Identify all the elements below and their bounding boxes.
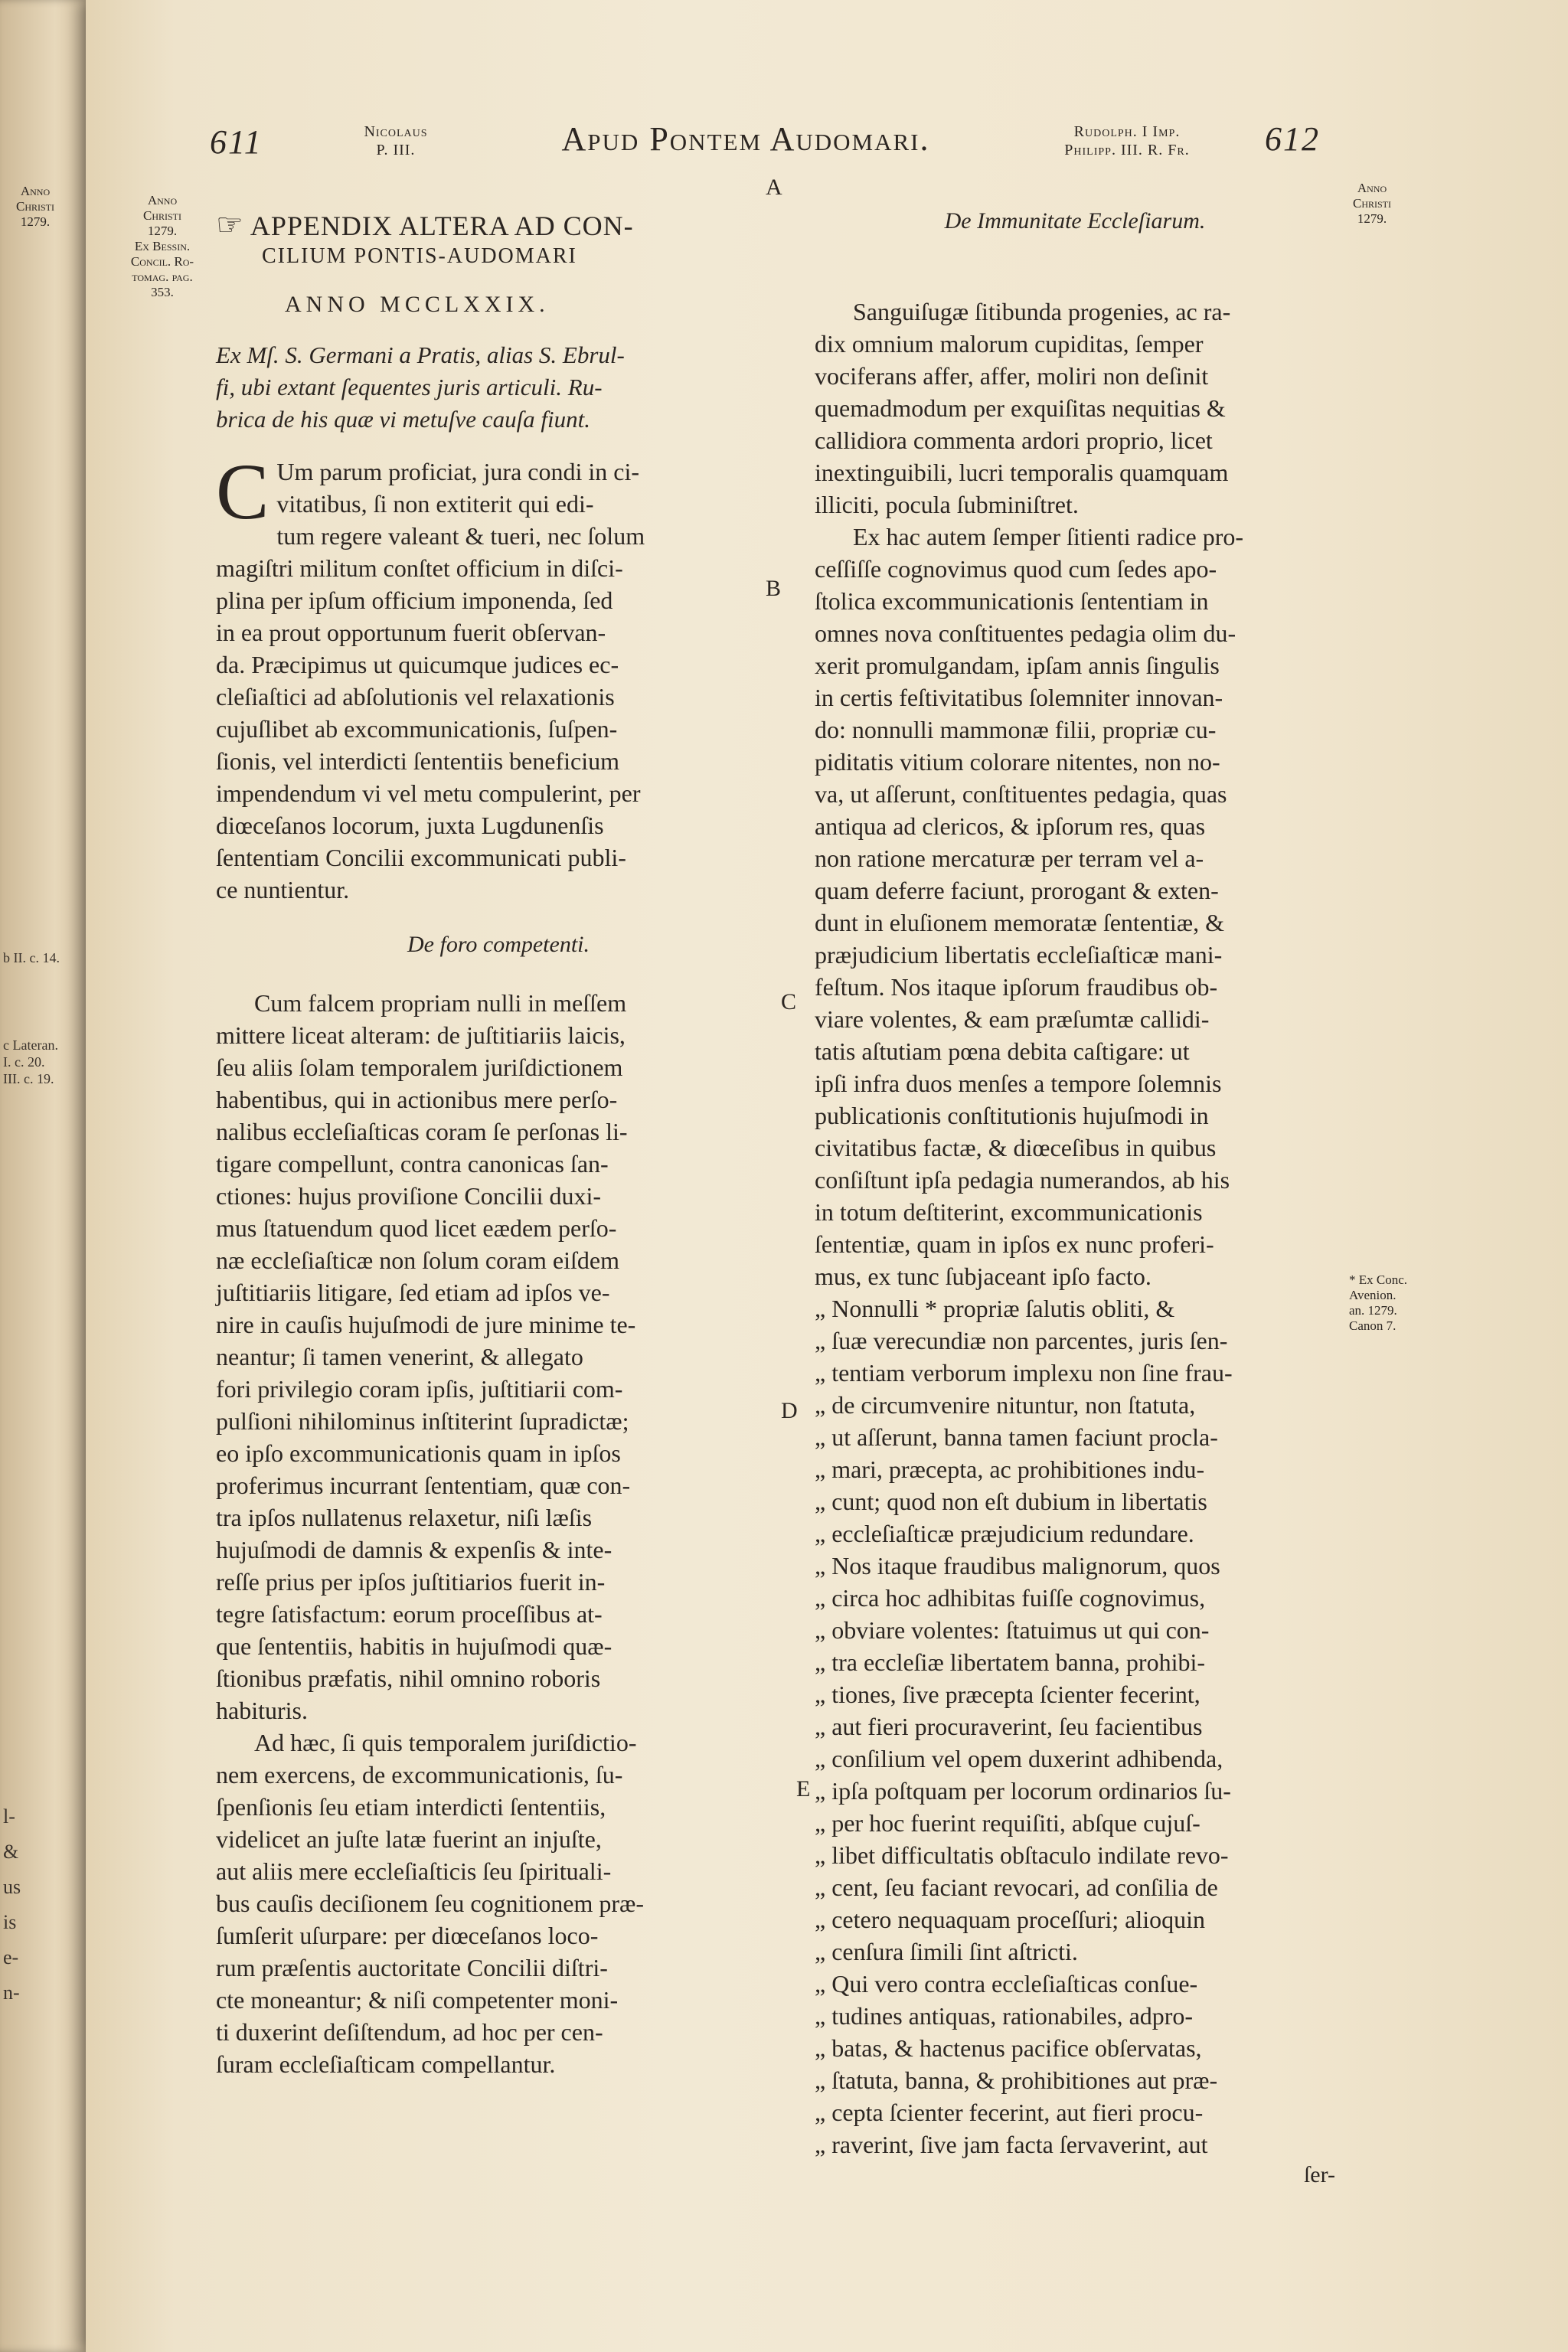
prev-page-note-b: b II. c. 14. — [3, 950, 60, 965]
previous-page-edge — [0, 0, 92, 2352]
paragraph-qui-vero: „ Qui vero contra eccleſiaſticas conſue- „ tudines antiquas, rationabiles, adpro- „ batas, & hactenus pacifice obſervatas, „ ſtatuta, banna, & prohibitiones aut præ- „ cepta ſcienter fecerint, aut fieri procu- „ raverint, ſive jam facta ſervaverint, aut — [815, 1970, 1218, 2158]
running-title: Apud Pontem Audomari. — [561, 120, 930, 158]
left-margin-note: Anno Christi 1279. Ex Bessin. Concil. Ro- tomag. pag. 353. — [130, 193, 194, 299]
paragraph-nonnulli: „ Nonnulli * propriæ ſalutis obliti, & „ ſuæ verecundiæ non parcentes, juris ſen- „ tentiam verborum implexu non ſine frau- „ de circumvenire nituntur, non ſtatuta, „ ut aſſerunt, banna tamen faciunt procla- „ mari, præcepta, ac prohibitiones indu- „ cunt; quod non eſt dubium in libertatis „ eccleſiaſticæ præjudicium redundare. — [815, 1295, 1233, 1547]
section-letter-a: A — [766, 175, 782, 200]
source-intro: Ex Mſ. S. Germani a Pratis, alias S. Ebrul- fi, ubi extant ſequentes juris articuli. Ru- brica de his quæ vi metuſve cauſa fiunt. — [216, 341, 625, 433]
running-head-left: Nicolaus P. III. — [364, 123, 428, 158]
catchword: ſer- — [1303, 2162, 1335, 2187]
right-margin-note: * Ex Conc. Avenion. an. 1279. Canon 7. — [1349, 1272, 1408, 1333]
section-letter-b: B — [766, 576, 782, 601]
prev-page-anno-note: Anno Christi 1279. — [15, 184, 54, 229]
paragraph-ex-hac: Ex hac autem ſemper ſitienti radice pro- ceſſiſſe cognovimus quod cum ſedes apo- ſtolica excommunicationis ſententiam in omnes nova conſtituentes pedagia olim du- xerit promulgandam, ipſam annis ſingulis in certis feſtivitatibus ſolemniter innovan- do: nonnulli mammonæ filii, propriæ cu- piditatis vitium colorare nitentes, non no- va, ut aſſerunt, conſtituentes pedagia, quas antiqua ad clericos, & ipſorum res, quas non ratione mercaturæ per terram vel a- quam deferre faciunt, prorogant & exten- dunt in eluſionem memoratæ ſententiæ, & præjudicium libertatis eccleſiaſticæ mani- feſtum. Nos itaque ipſorum fraudibus ob- viare volentes, & eam præſumtæ callidi- tatis aſtutiam pœna debita caſtigare: ut ipſi infra duos menſes a tempore ſolemnis publicationis conſtitutionis hujuſmodi in civitatibus factæ, & diœceſibus in quibus conſiſtunt ipſa pedagia numerandos, ab his in totum deſtiterint, excommunicationis ſententiæ, quam in ipſos ex nunc proferi- mus, ex tunc ſubjaceant ipſo facto. — [815, 523, 1243, 1290]
page-number-left: 611 — [210, 123, 263, 161]
paragraph-sanguisugae: Sanguiſugæ ſitibunda progenies, ac ra- dix omnium malorum cupiditas, ſemper vociferans affer, affer, moliri non deſinit quemadmodum per exquiſitas nequitias & callidiora commenta ardori proprio, licet inextinguibili, lucri temporalis quamquam illiciti, pocula ſubminiſtret. — [815, 298, 1231, 518]
section-letter-e: E — [796, 1776, 811, 1802]
appendix-title: ☞ APPENDIX ALTERA AD CON- — [216, 207, 634, 242]
prev-page-fragments: l- & us is e- n- — [3, 1805, 21, 2004]
subhead-de-foro: De foro competenti. — [407, 932, 590, 957]
appendix-title-line2: CILIUM PONTIS-AUDOMARI — [262, 244, 577, 268]
pointing-hand-icon: ☞ — [216, 207, 244, 242]
drop-cap: C — [216, 448, 270, 536]
section-letter-d: D — [781, 1398, 798, 1423]
section-letter-c: C — [781, 989, 797, 1014]
right-column — [815, 208, 1335, 2188]
paragraph-cum-parum: C Um parum proficiat, jura condi in ci- vitatibus, ſi non extiterit qui edi- tum regere valeant & tueri, nec ſolum magiſtri militum conſtet officium in diſci- plina per ipſum officium imponenda, ſed in ea prout opportunum fuerit obſervan- da. Præcipimus ut quicumque judices ec- cleſiaſtici ad abſolutionis vel relaxationis cujuſlibet ab excommunicationis, ſuſpen- ſionis, vel interdicti ſententiis beneficium impendendum vi vel metu compulerint, per diœceſanos locorum, juxta Lugdunenſis ſententiam Concilii excommunicati publi- ce nuntientur. — [216, 448, 645, 903]
page-number-right: 612 — [1265, 120, 1320, 158]
prev-page-note-c: c Lateran. I. c. 20. III. c. 19. — [3, 1037, 58, 1086]
left-column — [216, 208, 781, 2080]
paragraph-cum-falcem: Cum falcem propriam nulli in meſſem mittere liceat alteram: de juſtitiariis laicis, ſeu aliis ſolam temporalem juriſdictionem habentibus, qui in actionibus mere perſo- nalibus eccleſiaſticas coram ſe perſonas li- tigare compellunt, contra canonicas ſan- ctiones: hujus proviſione Concilii duxi- mus ſtatuendum quod licet eædem perſo- næ eccleſiaſticæ non ſolum coram eiſdem juſtitiariis litigare, ſed etiam ad ipſos ve- nire in cauſis hujuſmodi de jure minime te- neantur; ſi tamen venerint, & allegato fori privilegio coram ipſis, juſtitiarii com- pulſioni nihilominus inſtiterint ſupradictæ; eo ipſo excommunicationis quam in ipſos proferimus incurrant ſententiam, quæ con- tra ipſos nullatenus relaxetur, niſi læſis hujuſmodi de damnis & expenſis & inte- reſſe prius per ipſos juſtitiarios fuerit in- tegre ſatisfactum: eorum proceſſibus at- que ſententiis, habitis in hujuſmodi quæ- ſtionibus præfatis, nihil omnino roboris habituris. — [216, 989, 636, 1724]
running-head-right: Rudolph. I Imp. Philipp. III. R. Fr. — [1064, 123, 1190, 158]
subhead-de-immunitate: De Immunitate Eccleſiarum. — [944, 208, 1206, 234]
paragraph-ad-haec: Ad hæc, ſi quis temporalem juriſdictio- nem exercens, de excommunicationis, ſu- ſpenſionis ſeu etiam interdicti ſententiis, videlicet an juſte latæ fuerint an injuſte, aut aliis mere eccleſiaſticis ſeu ſpirituali- bus cauſis deciſionem ſeu cognitionem præ- ſumſerit uſurpare: per diœceſanos loco- rum præſentis auctoritate Concilii diſtri- cte moneantur; & niſi competenter moni- ti duxerint deſiſtendum, ad hoc per cen- ſuram eccleſiaſticam compellantur. — [216, 1729, 644, 2078]
book-page — [86, 0, 1568, 2352]
paragraph-nos-itaque: „ Nos itaque fraudibus malignorum, quos „ circa hoc adhibitas fuiſſe cognovimus, „ obviare volentes: ſtatuimus ut qui con- „ tra eccleſiæ libertatem banna, prohibi- „ tiones, ſive præcepta ſcienter fecerint, „ aut fieri procuraverint, ſeu facientibus „ conſilium vel opem duxerint adhibenda, „ ipſa poſtquam per locorum ordinarios ſu- „ per hoc fuerint requiſiti, abſque cujuſ- „ libet difficultatis obſtaculo indilate revo- „ cent, ſeu faciant revocari, ad conſilia de „ cetero nequaquam proceſſuri; alioquin „ cenſura ſimili ſint aſtricti. — [815, 1552, 1231, 1965]
anno-heading: ANNO MCCLXXIX. — [285, 292, 550, 317]
right-margin-anno: Anno Christi 1279. — [1352, 181, 1391, 226]
